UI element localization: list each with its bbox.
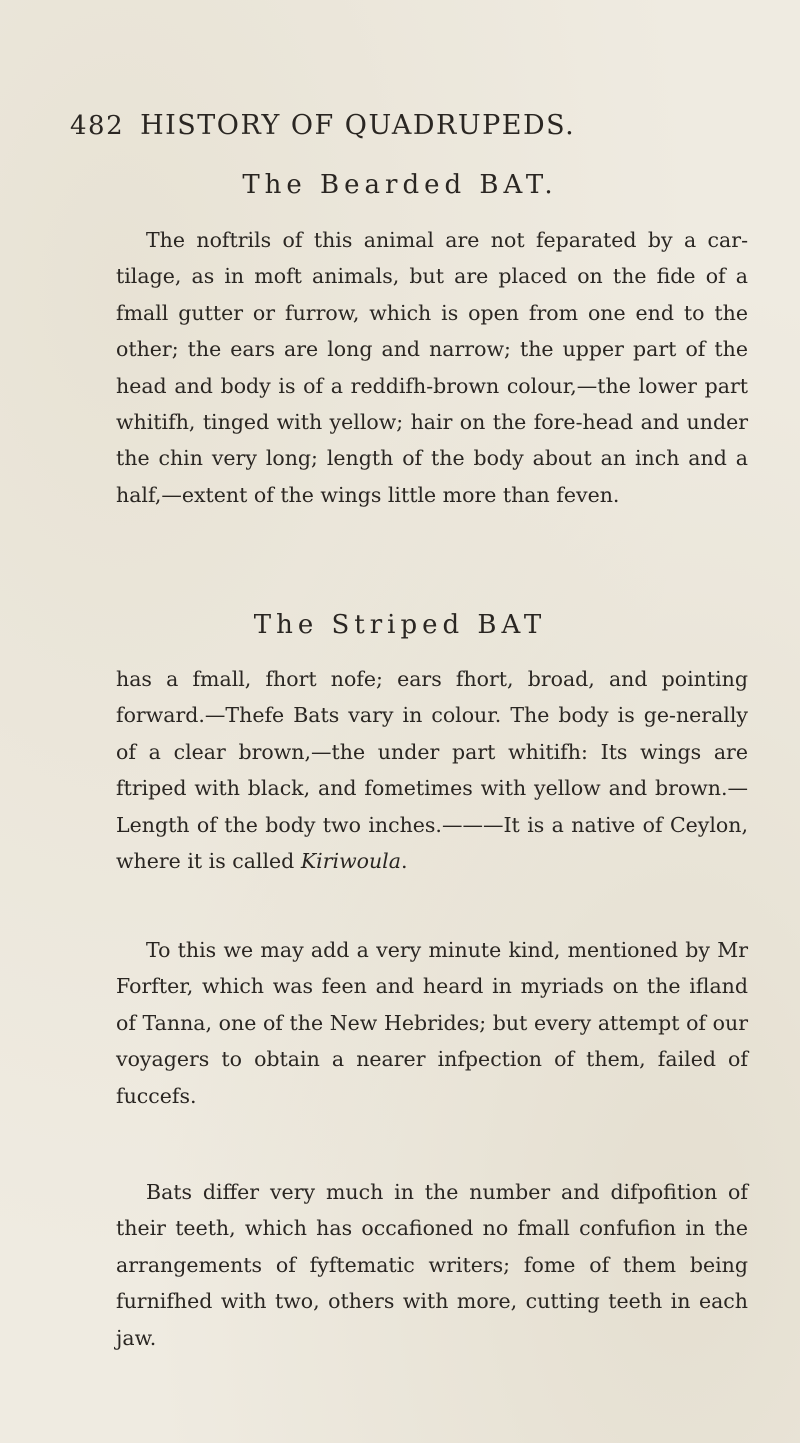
section-title-bearded-bat: The Bearded BAT.	[242, 170, 558, 200]
native-name: Kiriwoula	[300, 849, 401, 874]
paragraph-bearded-bat: The noftrils of this animal are not feparated by a car-tilage, as in moft animals, but are placed on the fide of a fmall gutter or furrow, which is open from one end to the other; the ears are long and narrow; the upper part of the head and body is of a reddifh-brown colour,—the lower part whitifh, tinged with yellow; hair on the fore-head and under the chin very long; length of the body about an inch and a half,—extent of the wings little more than feven.	[116, 228, 748, 507]
running-title: HISTORY OF QUADRUPEDS.	[140, 110, 576, 141]
running-head	[70, 110, 730, 141]
section-title-striped-bat: The Striped BAT	[253, 610, 547, 640]
paragraph-striped-bat-end: .	[400, 849, 408, 874]
paragraph-striped-bat	[116, 661, 748, 879]
paragraph-minute-kind: To this we may add a very minute kind, mentioned by Mr Forfter, which was feen and heard in myriads on the ifland of Tanna, one of the New Hebrides; but every attempt of our voyagers to obtain a nearer infpection of them, failed of fuccefs.	[116, 938, 748, 1108]
paragraph-bat-teeth: Bats differ very much in the number and difpofition of their teeth, which has occafioned no fmall confufion in the arrangements of fyftematic writers; fome of them being furnifhed with two, others with more, cutting teeth in each jaw.	[116, 1180, 748, 1350]
paragraph-striped-bat-text: has a fmall, fhort nofe; ears fhort, broad, and pointing forward.—Thefe Bats vary in colour. The body is ge-nerally of a clear brown,—the under part whitifh: Its wings are ftriped with black, and fometimes with yellow and brown.—Length of the body two inches.———It is a native of Ceylon, where it is called	[116, 667, 748, 874]
page-number: 482	[70, 111, 125, 141]
